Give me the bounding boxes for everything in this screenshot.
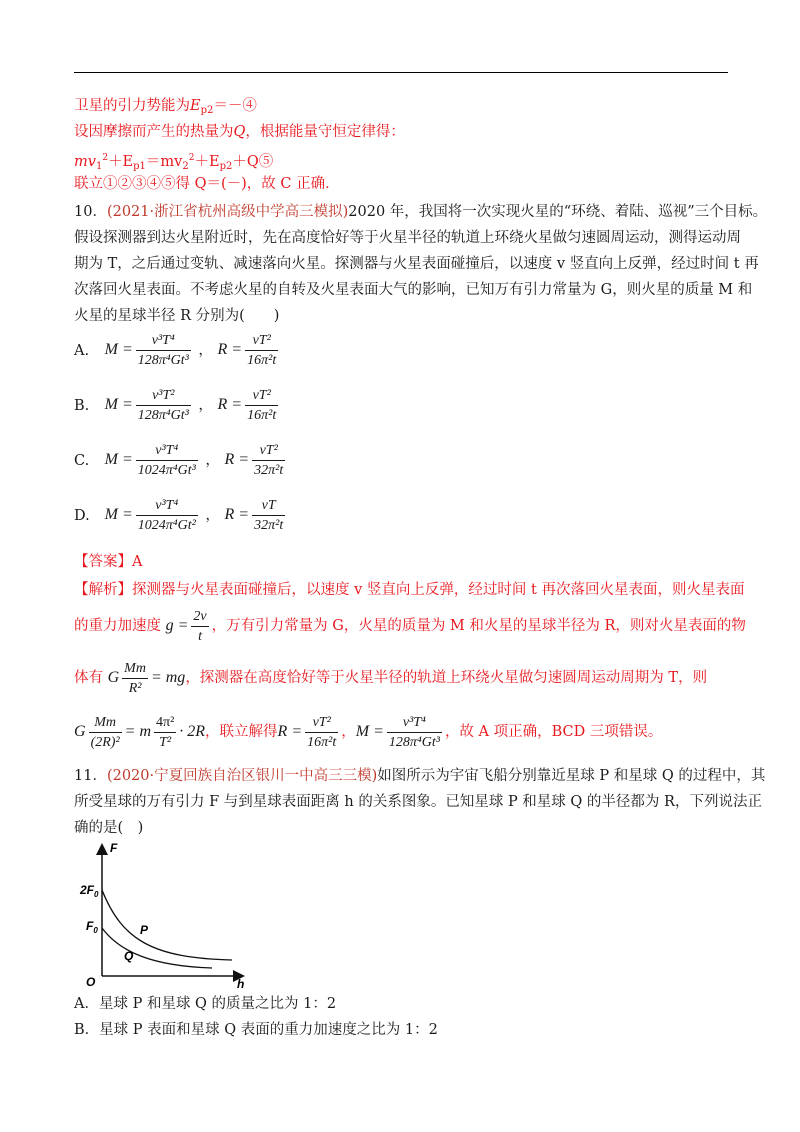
formula-mid: = m <box>124 723 151 740</box>
prev-line-1-symbol: E <box>190 98 201 114</box>
r-numerator: vT² <box>312 714 331 730</box>
r-denominator: 16π²t <box>305 732 338 751</box>
m-denominator: 1024π⁴Gt³ <box>136 460 198 479</box>
separator: ， <box>205 507 220 524</box>
q10-line-2: 假设探测器到达火星附近时，先在高度恰好等于火星半径的轨道上环绕火星做匀速圆周运动，测得运动周 <box>74 230 741 246</box>
analysis-text-2a: 的重力加速度 <box>74 618 161 634</box>
option-r-formula <box>218 387 282 424</box>
q10-option-c[interactable] <box>74 442 288 479</box>
q10-analysis-1 <box>74 580 744 600</box>
option-r-formula <box>225 442 289 479</box>
option-m-formula <box>105 332 194 369</box>
r-denominator: 32π²t <box>252 460 285 479</box>
analysis-text-2b: ，万有引力常量为 G，火星的质量为 M 和火星的星球半径为 R，则对火星表面的物 <box>211 618 746 634</box>
analysis-text-1: 探测器与火星表面碰撞后，以速度 v 竖直向上反弹，经过时间 t 再次落回火星表面，则火星表面 <box>132 582 745 598</box>
r-numerator: vT² <box>259 443 278 458</box>
eq-sub: p1 <box>133 161 146 172</box>
m-denominator: 128π⁴Gt³ <box>136 405 191 424</box>
eq-sub: 1 <box>95 161 103 172</box>
tick-2f0-sub: 0 <box>94 890 99 899</box>
analysis-text-4b: ，联立解得 <box>205 724 278 740</box>
q11-line-2: 所受星球的万有引力 F 与到星球表面距离 h 的关系图象。已知星球 P 和星球 Q 的半径都为 R，下列说法正 <box>74 794 762 810</box>
option-r-formula <box>225 497 289 534</box>
answer-value: A <box>132 554 143 570</box>
y-axis-label: F <box>110 841 118 855</box>
m-numerator: v³T⁴ <box>402 714 426 730</box>
r-lhs: R = <box>277 723 303 740</box>
prev-line-2 <box>74 122 405 142</box>
m-result-formula <box>356 710 445 754</box>
q10-line-3: 期为 T，之后通过变轨、减速落向火星。探测器与火星表面碰撞后，以速度 v 竖直向上反弹，经过时间 t 再 <box>74 256 759 272</box>
formula-numerator: 4π² <box>156 714 175 730</box>
eq-sup: 2 <box>188 153 195 163</box>
option-label: D. <box>74 507 90 524</box>
analysis-tag: 【解析】 <box>74 582 132 598</box>
r-lhs: R = <box>224 506 250 524</box>
q11-source: (2020·宁夏回族自治区银川一中高三三模) <box>106 768 378 784</box>
orbit-formula <box>74 710 205 754</box>
q10-option-d[interactable] <box>74 497 288 534</box>
origin-label: O <box>86 975 96 989</box>
option-label: B. <box>74 397 90 414</box>
analysis-text-3a: 体有 <box>74 670 103 686</box>
g-formula <box>166 606 212 646</box>
m-numerator: v³T⁴ <box>155 443 179 458</box>
q10-analysis-2 <box>74 606 746 646</box>
eq-sup: 2 <box>102 153 109 163</box>
q11-option-b[interactable]: B．星球 P 表面和星球 Q 表面的重力加速度之比为 1：2 <box>74 1022 438 1038</box>
gravity-formula <box>108 658 186 698</box>
m-lhs: M = <box>104 451 133 469</box>
m-denominator: 128π⁴Gt³ <box>136 350 191 369</box>
curve-p-label: P <box>140 923 149 937</box>
prev-line-1 <box>74 96 257 121</box>
g-lhs: g = <box>165 617 189 634</box>
prev-line-1-text: 卫星的引力势能为 <box>74 98 190 114</box>
prev-line-2-text: 设因摩擦而产生的热量为 <box>74 124 234 140</box>
analysis-text-4c: ，故 A 项正确，BCD 三项错误。 <box>444 724 663 740</box>
m-denominator: 128π⁴Gt³ <box>387 732 442 751</box>
g-numerator: 2v <box>193 608 207 624</box>
curve-p <box>102 890 232 960</box>
r-denominator: 32π²t <box>252 515 285 534</box>
m-numerator: v³T² <box>152 388 175 403</box>
q10-number: 10． <box>74 204 107 220</box>
q10-line-4: 次落回火星表面。不考虑火星的自转及火星表面大气的影响，已知万有引力常量为 G，则火星的质量 M 和 <box>74 282 753 298</box>
formula-denominator: T² <box>154 732 176 751</box>
header-rule <box>74 72 728 73</box>
tick-f0-text: F <box>86 919 94 933</box>
separator: ， <box>198 397 213 414</box>
q10-line-5: 火星的星球半径 R 分别为( ) <box>74 308 280 324</box>
option-m-formula <box>105 497 201 534</box>
m-lhs: M = <box>355 723 384 740</box>
q10-text-1: 2020 年，我国将一次实现火星的“环绕、着陆、巡视”三个目标。 <box>348 204 768 220</box>
r-result-formula <box>278 710 342 754</box>
separator: ， <box>198 342 213 359</box>
m-denominator: 1024π⁴Gt² <box>136 515 198 534</box>
q11-text-1: 如图所示为宇宙飞船分别靠近星球 P 和星球 Q 的过程中，其 <box>377 768 766 784</box>
curve-q-label: Q <box>124 949 134 963</box>
formula-g: G <box>107 669 120 686</box>
prev-line-3 <box>74 148 273 177</box>
separator: ， <box>205 452 220 469</box>
eq-sub: 2 <box>182 161 189 172</box>
prev-line-1-sub: p2 <box>200 105 214 116</box>
tick-f0-sub: 0 <box>93 926 98 935</box>
prev-line-2-tail: ，根据能量守恒定律得： <box>245 124 405 140</box>
m-numerator: v³T⁴ <box>151 333 175 348</box>
q10-answer <box>74 552 142 572</box>
q10-option-a[interactable] <box>74 332 281 369</box>
option-m-formula <box>105 387 194 424</box>
prev-line-1-tail: ＝－④ <box>213 98 257 114</box>
option-m-formula <box>105 442 201 479</box>
m-lhs: M = <box>104 341 133 359</box>
q11-option-a[interactable]: A．星球 P 和星球 Q 的质量之比为 1：2 <box>74 996 337 1012</box>
eq-part: mv <box>74 154 96 170</box>
formula-denominator: (2R)² <box>89 732 122 751</box>
separator: ， <box>341 724 356 740</box>
analysis-text-3b: ，探测器在高度恰好等于火星半径的轨道上环绕火星做匀速圆周运动周期为 T，则 <box>185 670 708 686</box>
q11-number: 11． <box>74 768 107 784</box>
tick-f0 <box>86 919 98 935</box>
formula-rhs: · 2R <box>179 723 206 740</box>
r-denominator: 16π²t <box>245 405 278 424</box>
q10-line-1 <box>74 202 767 222</box>
option-r-formula <box>218 332 282 369</box>
r-numerator: vT² <box>252 333 271 348</box>
m-lhs: M = <box>104 506 133 524</box>
option-label: A. <box>74 342 90 359</box>
eq-sub: p2 <box>219 161 233 172</box>
r-lhs: R = <box>217 341 243 359</box>
q11-line-3: 确的是( ) <box>74 820 144 836</box>
q10-source: (2021·浙江省杭州高级中学高三模拟) <box>106 204 349 220</box>
g-denominator: t <box>191 626 208 645</box>
q10-analysis-4 <box>74 710 662 754</box>
m-numerator: v³T⁴ <box>155 498 179 513</box>
prev-line-4: 联立①②③④⑤得 Q＝(－)，故 C 正确． <box>74 176 340 192</box>
option-label: C. <box>74 452 90 469</box>
formula-numerator: Mm <box>124 660 146 676</box>
formula-g: G <box>74 723 86 740</box>
eq-part: ＋E <box>108 154 134 170</box>
answer-tag: 【答案】 <box>74 554 132 570</box>
m-lhs: M = <box>104 396 133 414</box>
force-distance-graph <box>82 840 262 990</box>
formula-rhs: = mg <box>150 669 186 686</box>
q10-analysis-3 <box>74 658 707 698</box>
r-lhs: R = <box>217 396 243 414</box>
formula-denominator: R² <box>122 678 148 697</box>
eq-part: ＋Q⑤ <box>232 154 274 170</box>
eq-part: ＋E <box>194 154 220 170</box>
r-denominator: 16π²t <box>245 350 278 369</box>
eq-part: ＝mv <box>145 154 183 170</box>
r-numerator: vT² <box>252 388 271 403</box>
q10-option-b[interactable] <box>74 387 281 424</box>
r-lhs: R = <box>224 451 250 469</box>
r-numerator: vT <box>261 498 276 513</box>
prev-line-2-q: Q <box>233 124 246 140</box>
q11-line-1 <box>74 766 765 786</box>
x-axis-label: h <box>237 977 245 991</box>
tick-2f0 <box>79 883 99 899</box>
formula-numerator: Mm <box>94 714 116 730</box>
tick-2f0-text: 2F <box>80 883 95 897</box>
